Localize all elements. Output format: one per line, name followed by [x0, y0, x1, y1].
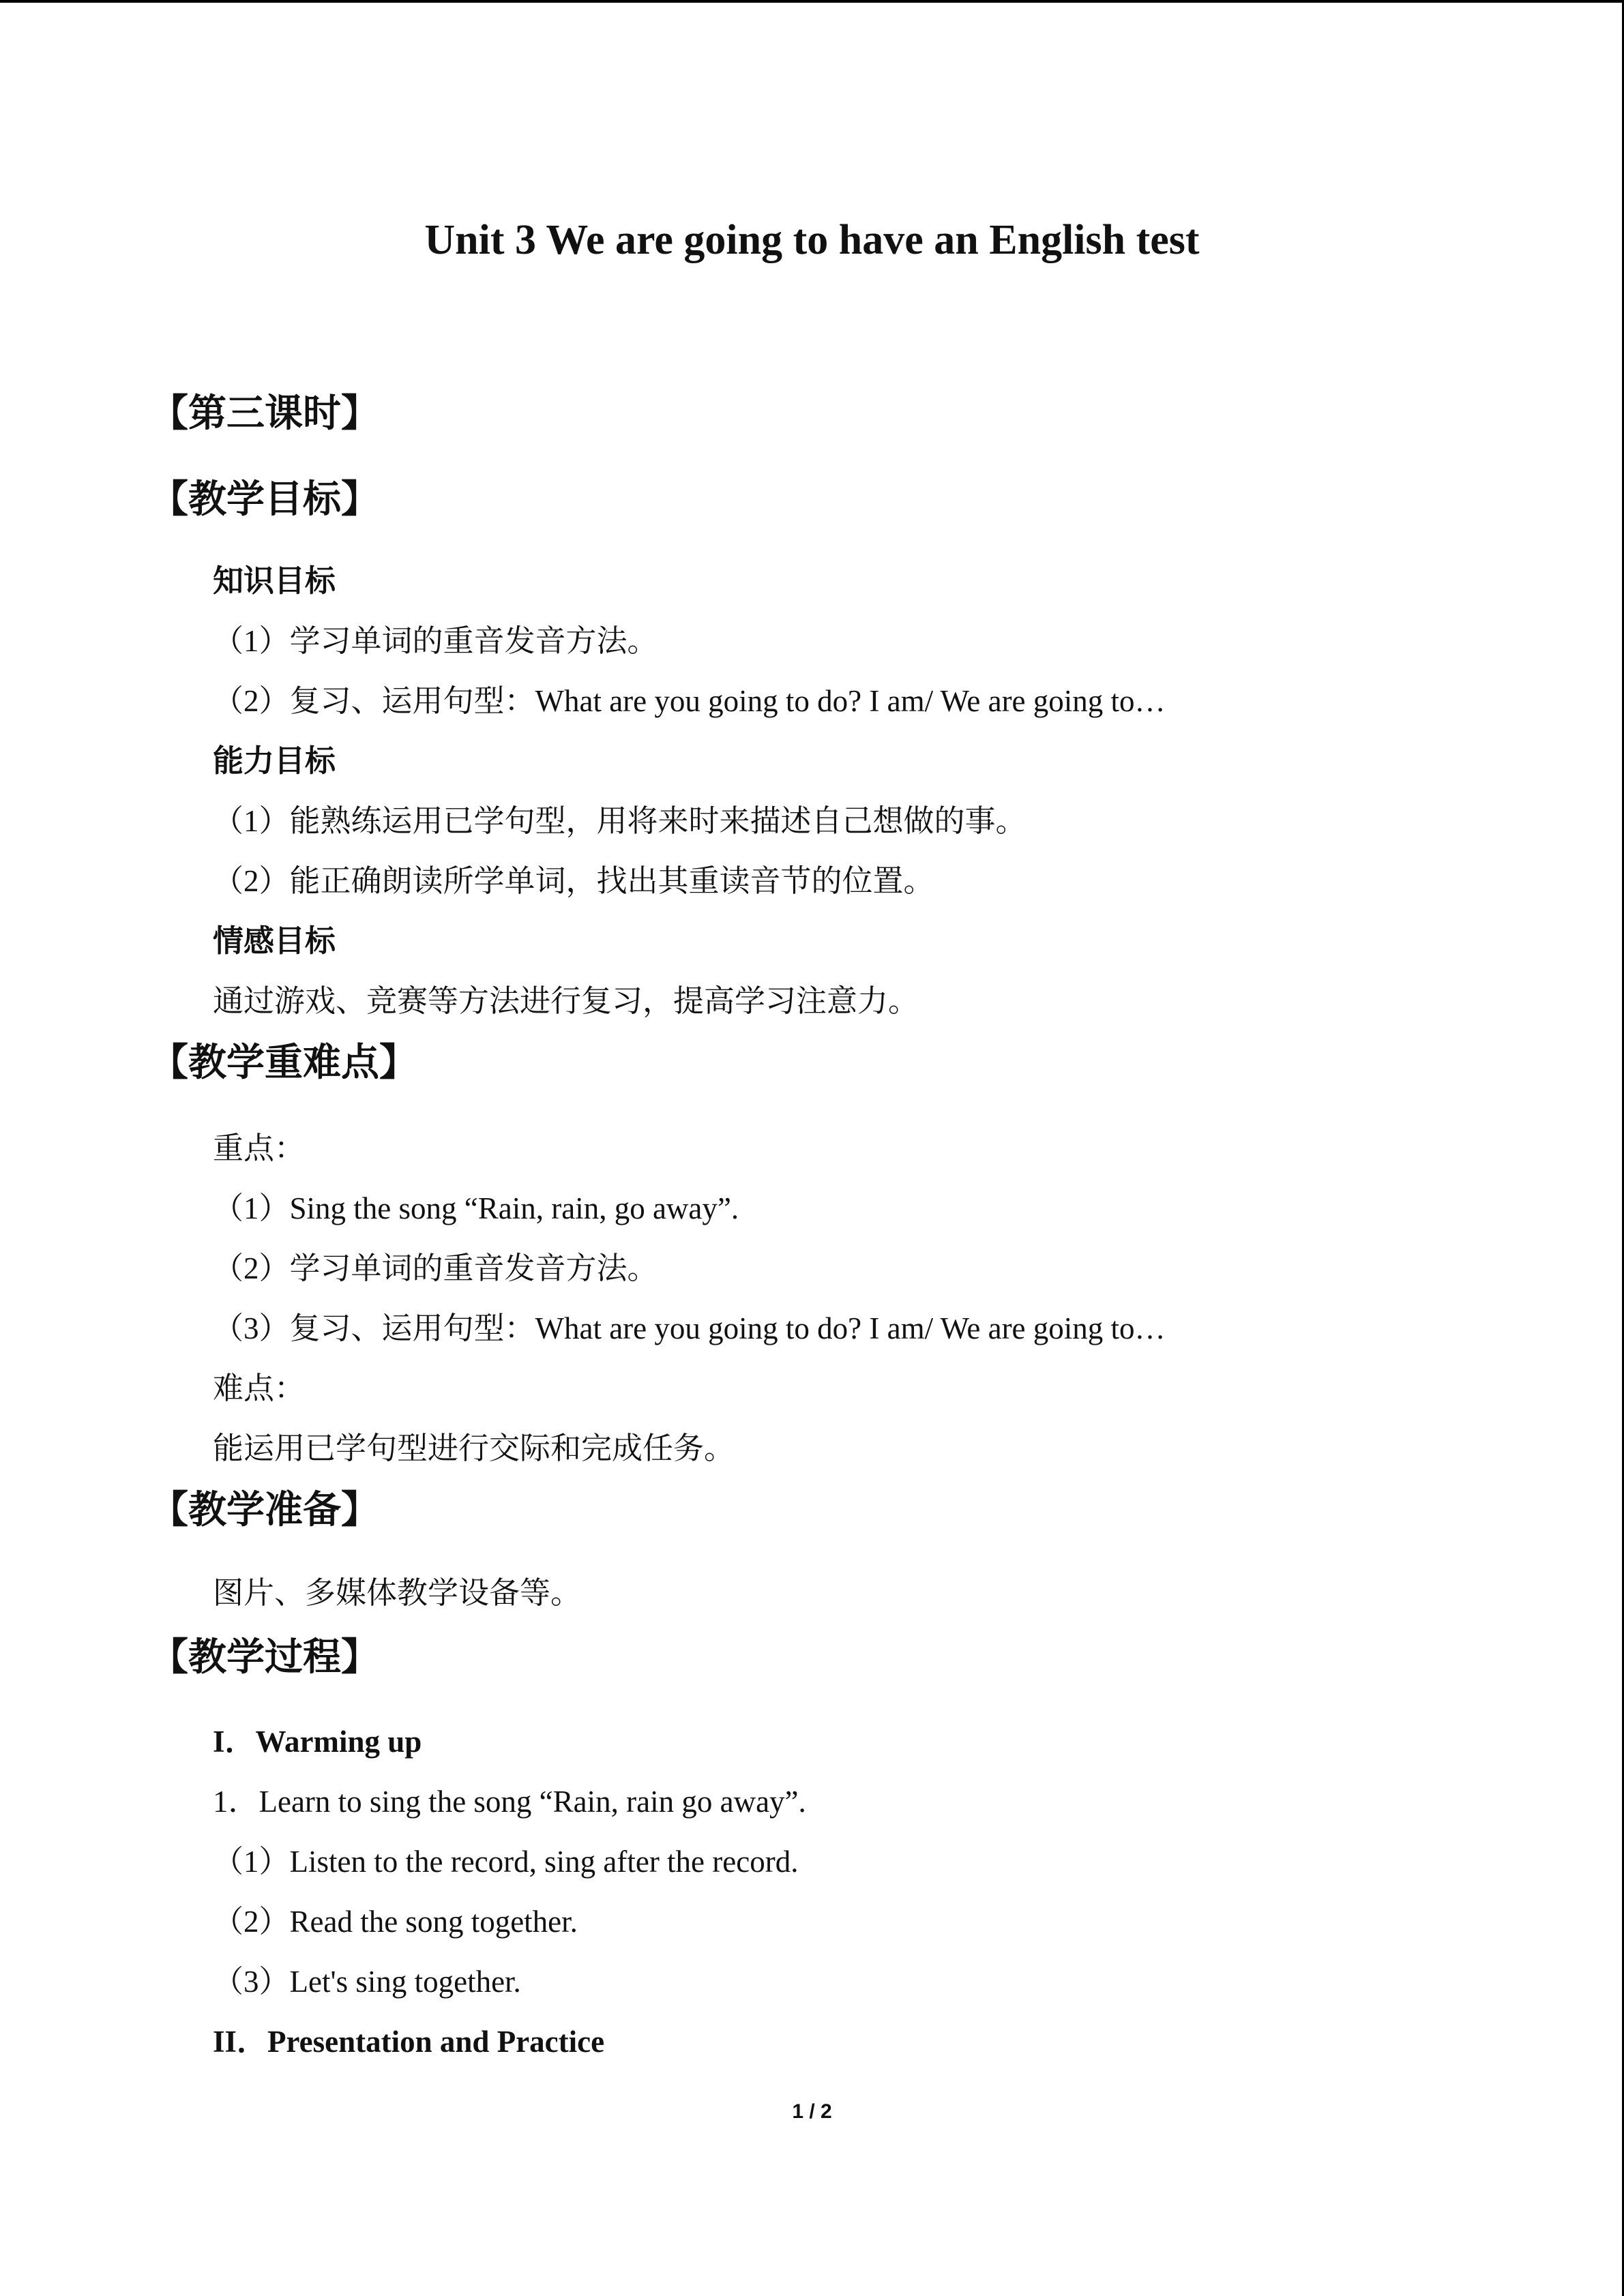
- step1-item-3: （3）Let's sing together.: [213, 1965, 521, 1999]
- step1-text: 1．Learn to sing the song “Rain, rain go away”.: [213, 1785, 806, 1819]
- difficulty-label: 难点：: [213, 1371, 306, 1405]
- objectives-heading: 【教学目标】: [150, 477, 379, 522]
- focus-item-3: （3）复习、运用句型：What are you going to do? I am/ We are going to…: [213, 1311, 1166, 1345]
- focus-item-2: （2）学习单词的重音发音方法。: [213, 1251, 658, 1285]
- process-heading: 【教学过程】: [150, 1635, 379, 1680]
- step1-item-1: （1）Listen to the record, sing after the record.: [213, 1845, 799, 1879]
- top-border: [0, 0, 1624, 3]
- ability-objectives-title: 能力目标: [213, 743, 336, 779]
- focus-label: 重点：: [213, 1131, 306, 1165]
- key-points-heading: 【教学重难点】: [150, 1041, 417, 1085]
- step1-item-2: （2）Read the song together.: [213, 1905, 578, 1939]
- emotion-objectives-title: 情感目标: [213, 923, 336, 959]
- emotion-text: 通过游戏、竞赛等方法进行复习，提高学习注意力。: [213, 984, 919, 1018]
- part2-title: II．Presentation and Practice: [213, 2025, 605, 2059]
- difficulty-text: 能运用已学句型进行交际和完成任务。: [213, 1431, 735, 1465]
- knowledge-item-2: （2）复习、运用句型：What are you going to do? I am/ We are going to…: [213, 684, 1166, 718]
- part1-title: I．Warming up: [213, 1725, 422, 1759]
- ability-item-2: （2）能正确朗读所学单词，找出其重读音节的位置。: [213, 864, 934, 898]
- knowledge-item-1: （1）学习单词的重音发音方法。: [213, 624, 658, 658]
- lesson-heading: 【第三课时】: [150, 391, 379, 436]
- ability-item-1: （1）能熟练运用已学句型，用将来时来描述自己想做的事。: [213, 804, 1027, 838]
- preparation-text: 图片、多媒体教学设备等。: [213, 1576, 582, 1610]
- page-number: 1 / 2: [792, 2100, 832, 2123]
- focus-item-1: （1）Sing the song “Rain, rain, go away”.: [213, 1191, 739, 1225]
- preparation-heading: 【教学准备】: [150, 1488, 379, 1532]
- document-title: Unit 3 We are going to have an English test: [424, 217, 1200, 263]
- knowledge-objectives-title: 知识目标: [213, 563, 336, 599]
